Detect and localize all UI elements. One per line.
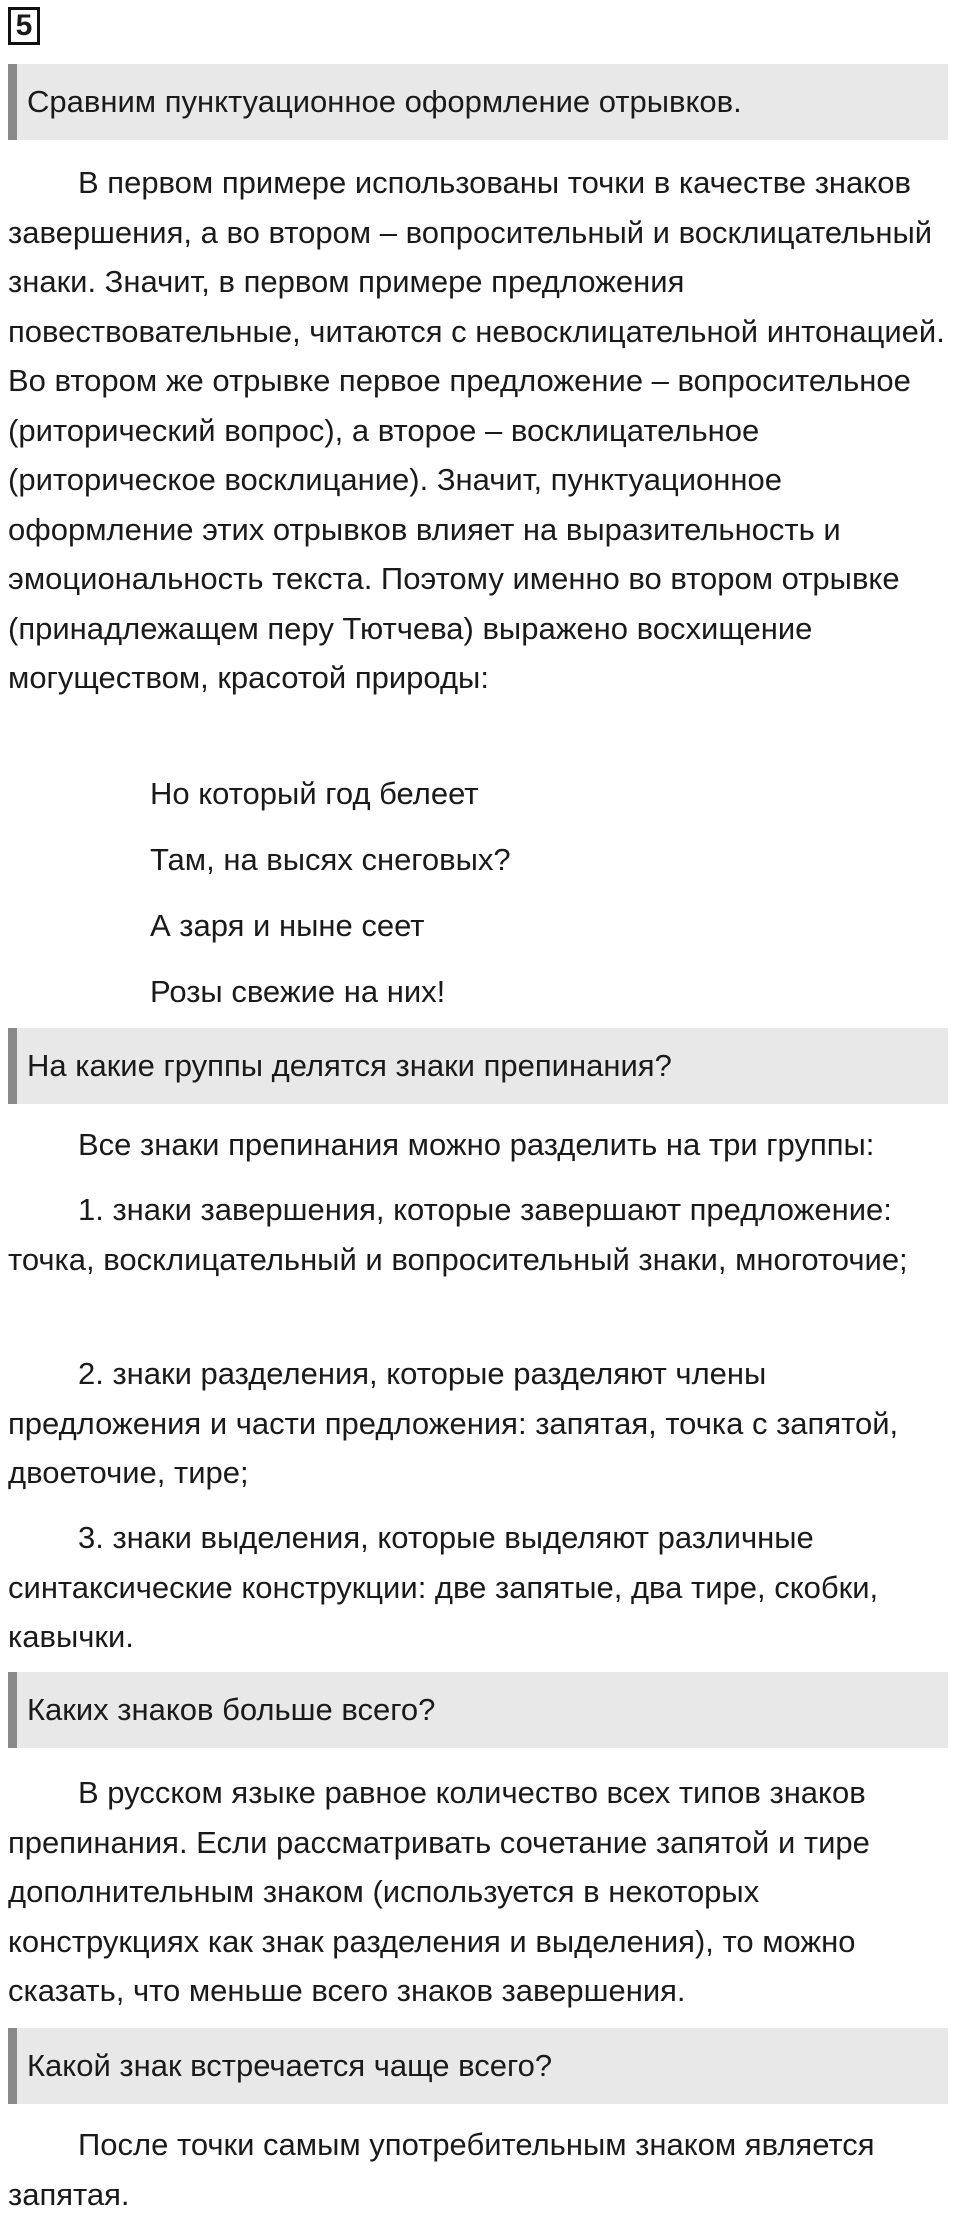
answer-groups-item-2: 2. знаки разделения, которые разделяют члены предложения и части предложения: запятая, точка с запятой, двоеточие, тире; (8, 1356, 899, 1490)
answer-groups-intro: Все знаки препинания можно разделить на три группы: (78, 1127, 875, 1162)
answer-paragraph-compare: В первом примере использованы точки в качестве знаков завершения, а во втором – вопросительный и восклицательный знаки. Значит, в первом примере предложения повествовательные, читаются с невосклицательной интонацией. Во втором же отрывке первое предложение – вопросительное (риторический вопрос), а второе – восклицательное (риторическое восклицание). Значит, пунктуационное оформление этих отрывков влияет на выразительность и эмоциональность текста. Поэтому именно во втором отрывке (принадлежащем перу Тютчева) выражено восхищение могуществом, красотой природы: (8, 165, 945, 695)
question-bar-compare: Сравним пунктуационное оформление отрывков. (8, 64, 948, 140)
question-bar-most-signs: Каких знаков больше всего? (8, 1672, 948, 1748)
verse-line-4: Розы свежие на них! (150, 974, 446, 1009)
answer-most-signs: В русском языке равное количество всех типов знаков препинания. Если рассматривать сочетание запятой и тире дополнительным знаком (используется в некоторых конструкциях как знак разделения и выделения), то можно сказать, что меньше всего знаков завершения. (8, 1775, 870, 2008)
verse-line-2: Там, на высях снеговых? (150, 842, 511, 877)
question-bar-groups: На какие группы делятся знаки препинания? (8, 1028, 948, 1104)
verse-line-3: А заря и ныне сеет (150, 908, 425, 943)
task-number-box: 5 (8, 7, 40, 45)
answer-groups-item-3: 3. знаки выделения, которые выделяют различные синтаксические конструкции: две запятые, два тире, скобки, кавычки. (8, 1520, 879, 1654)
answer-frequent-sign: После точки самым употребительным знаком является запятая. (8, 2127, 875, 2212)
question-bar-frequent-sign: Какой знак встречается чаще всего? (8, 2028, 948, 2104)
verse-line-1: Но который год белеет (150, 776, 479, 811)
answer-groups-item-1: 1. знаки завершения, которые завершают предложение: точка, восклицательный и вопросительный знаки, многоточие; (8, 1192, 908, 1277)
